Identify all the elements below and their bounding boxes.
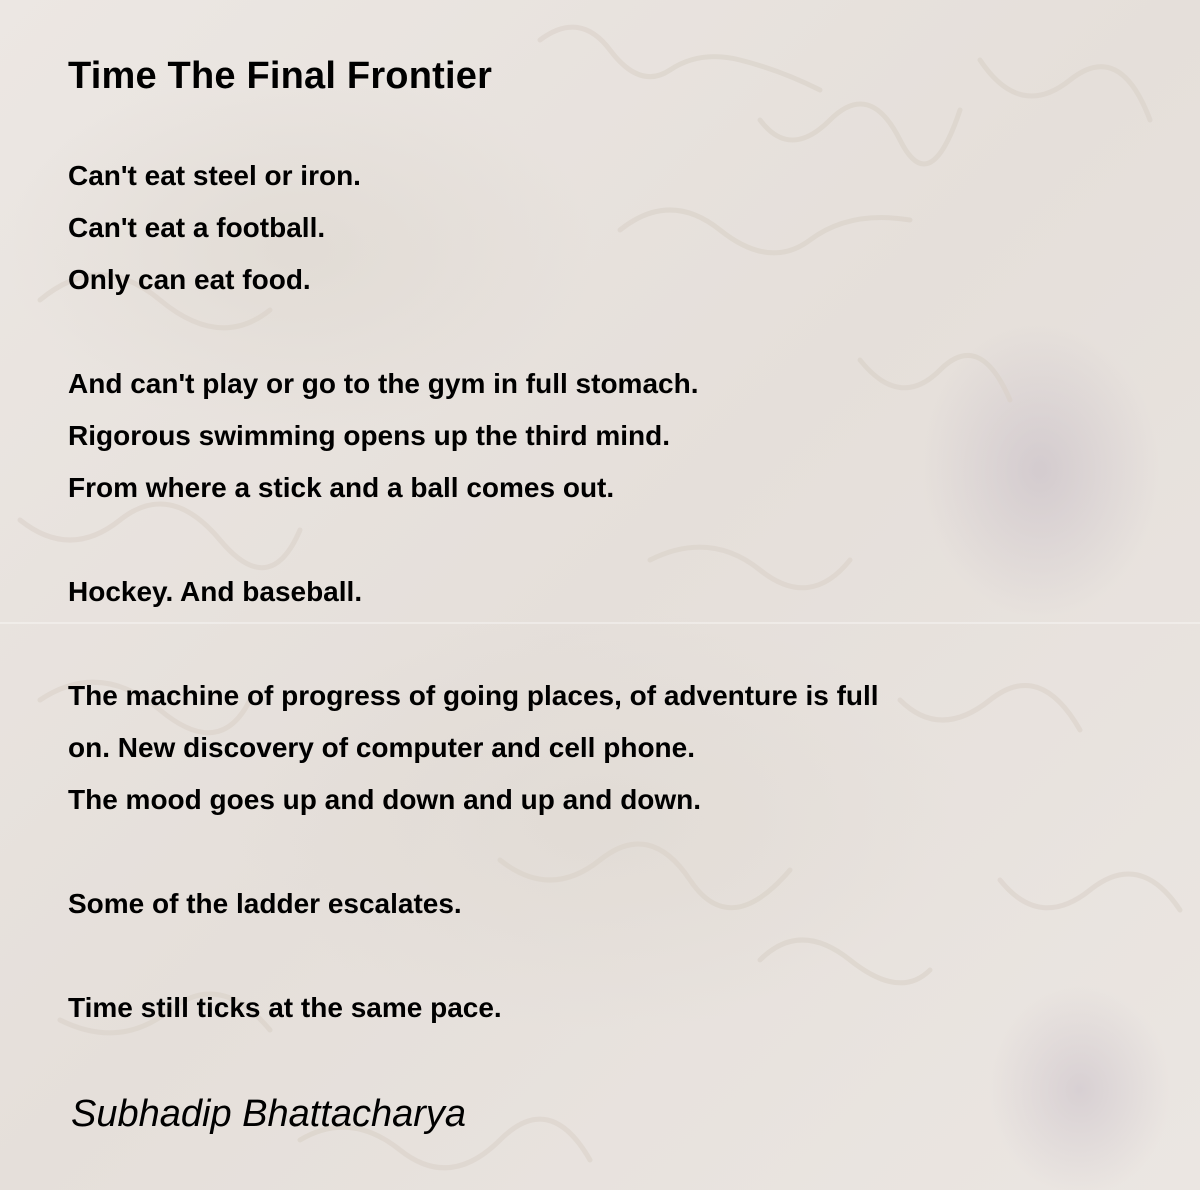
stanza [68,982,1148,1034]
poem-line: The machine of progress of going places, of adventure is full [68,680,879,711]
poem-line: Can't eat a football. [68,212,326,243]
poem-line: Can't eat steel or iron. [68,160,361,191]
poem-line: Some of the ladder escalates. [68,888,462,919]
poem-author: Subhadip Bhattacharya [71,1093,467,1135]
poem-line: on. New discovery of computer and cell phone. [68,732,696,763]
poem-line: Only can eat food. [68,264,311,295]
poem-title: Time The Final Frontier [68,55,493,97]
stanza [68,878,1148,930]
stanza [68,358,1148,514]
poem-content [68,54,1148,1034]
poem-line: And can't play or go to the gym in full stomach. [68,368,699,399]
stanza [68,566,1148,618]
poem-line: Time still ticks at the same pace. [68,992,502,1023]
poem-line: Hockey. And baseball. [68,576,363,607]
stanza [68,150,1148,306]
stanza [68,670,1148,826]
poem-line: Rigorous swimming opens up the third mind. [68,420,670,451]
poem-line: From where a stick and a ball comes out. [68,472,615,503]
poem-line: The mood goes up and down and up and down. [68,784,702,815]
poem-body [68,150,1148,1034]
